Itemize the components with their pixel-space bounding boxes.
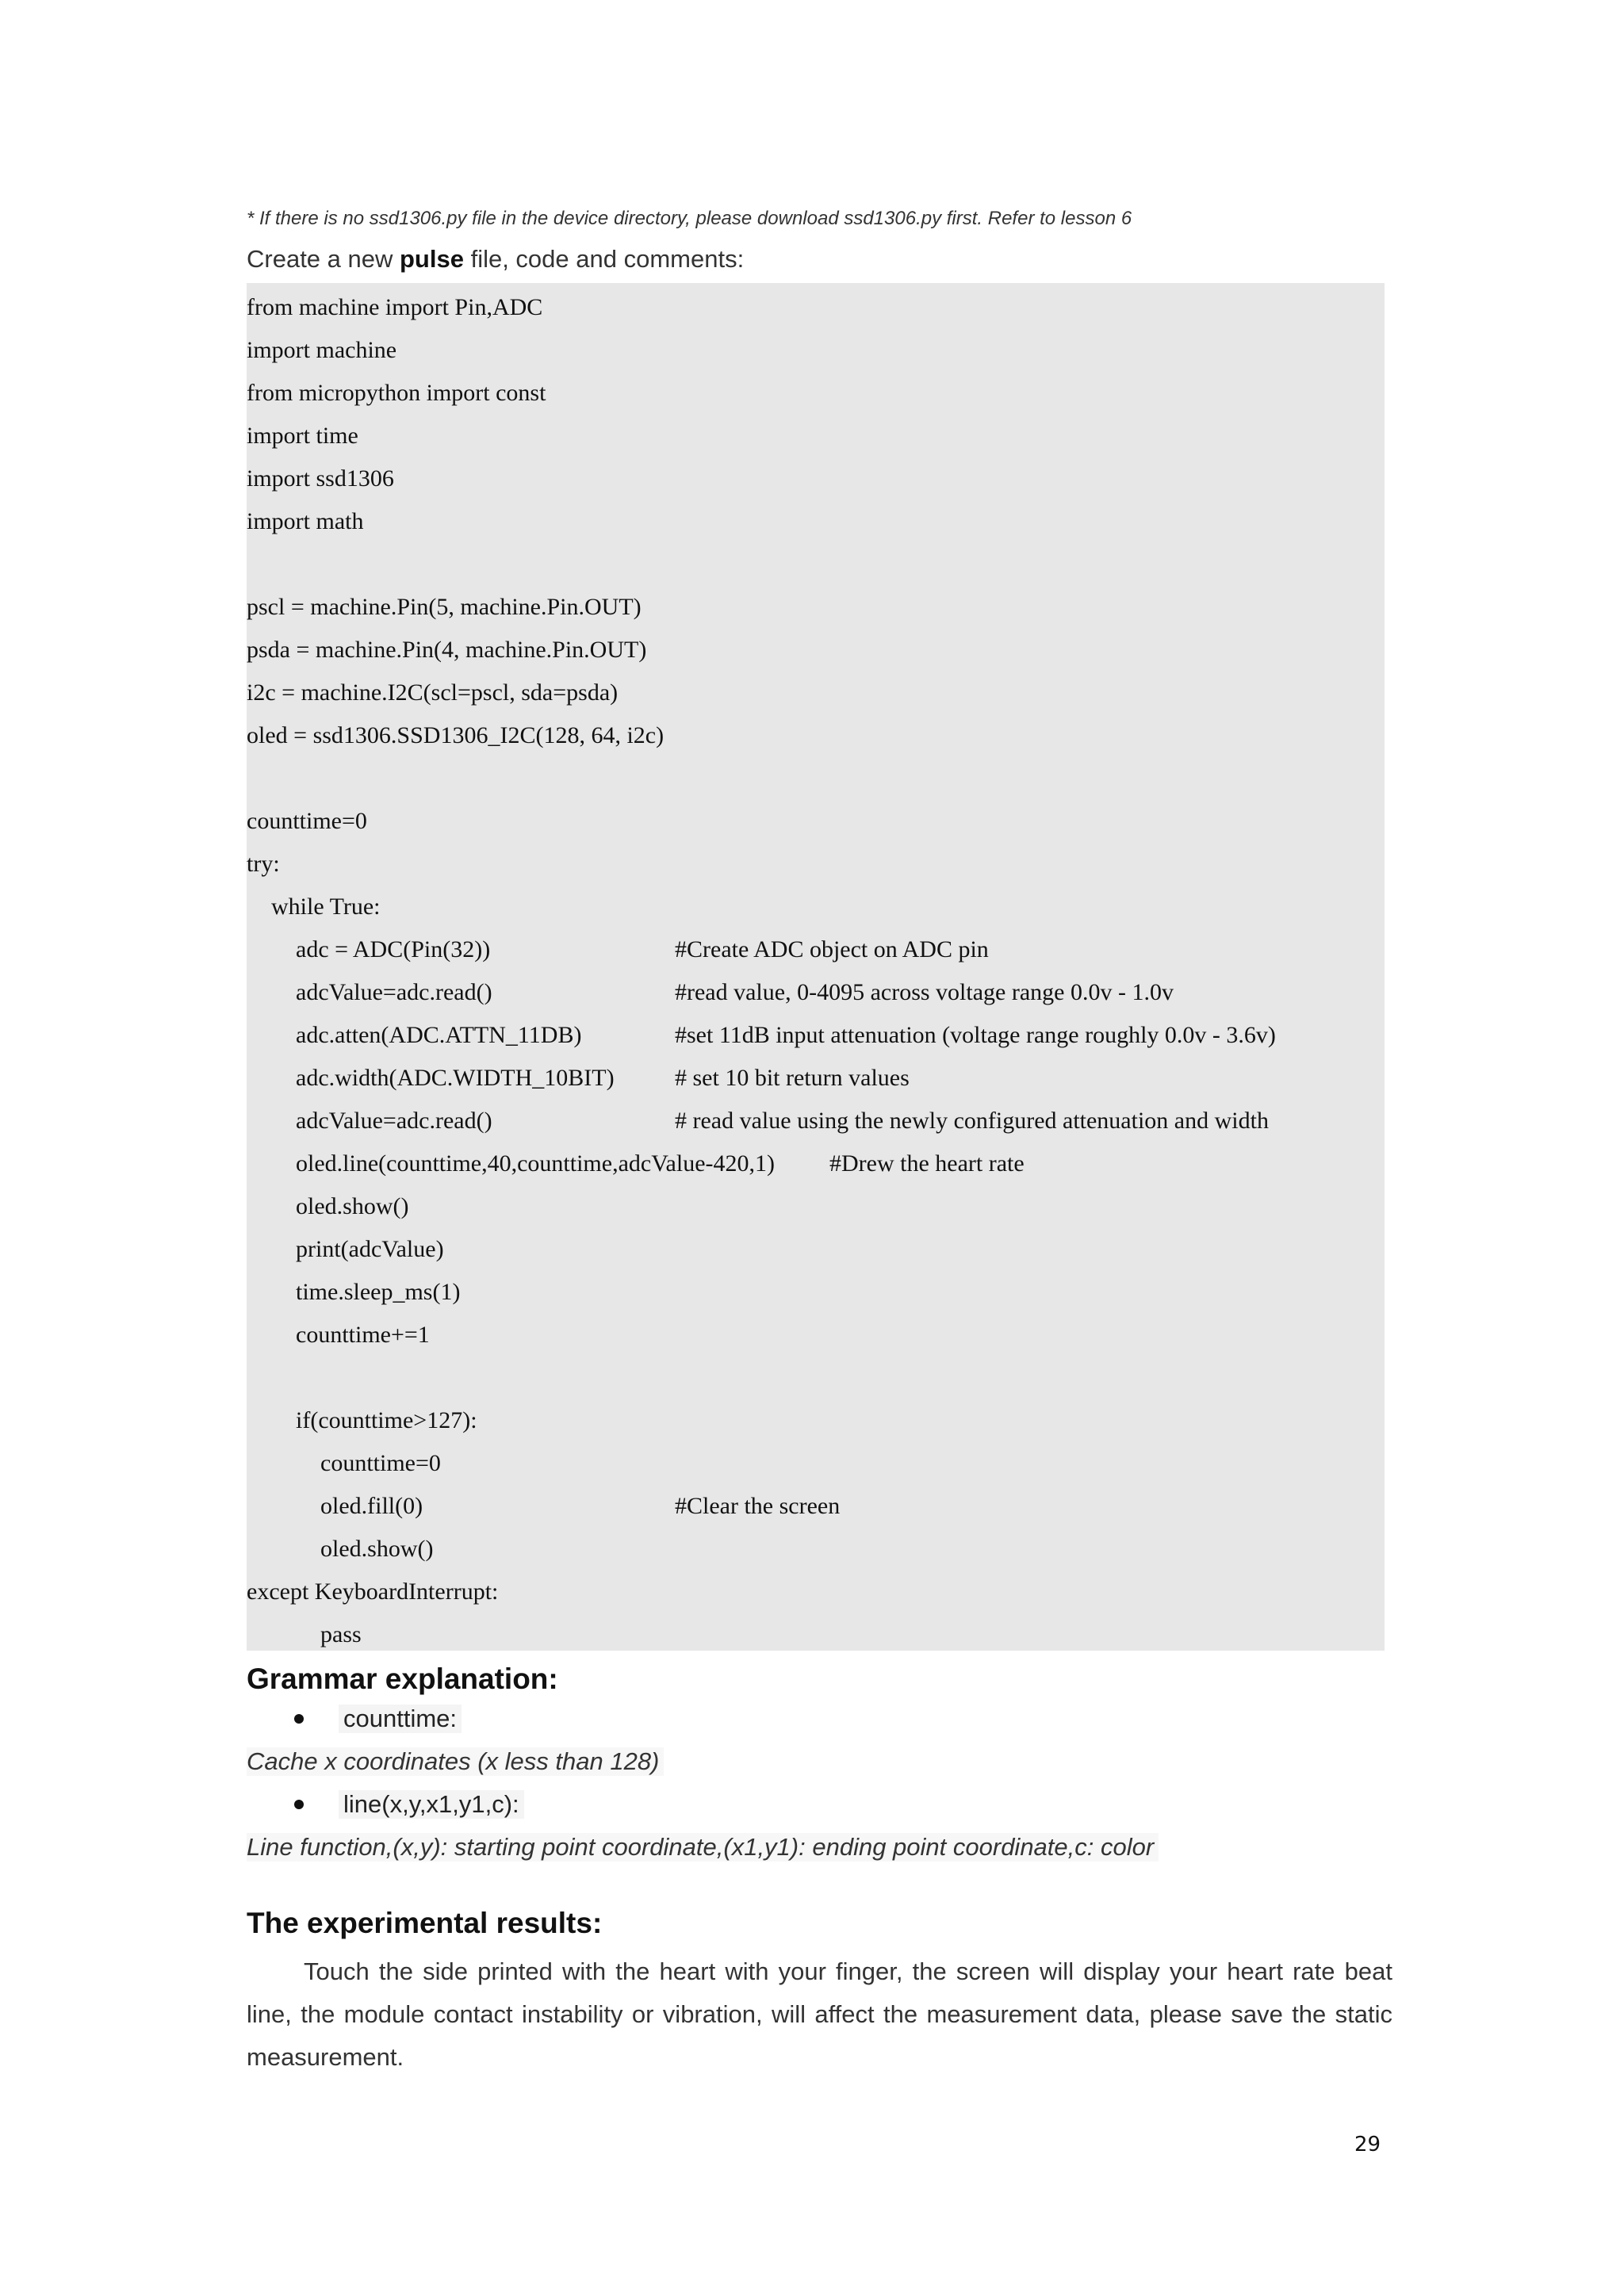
- code-line: oled = ssd1306.SSD1306_I2C(128, 64, i2c): [247, 722, 665, 748]
- grammar-term: counttime:: [339, 1705, 462, 1733]
- code-line: counttime=0: [247, 808, 367, 834]
- code-line: oled.show(): [296, 1193, 409, 1219]
- page-number: 29: [1354, 2133, 1381, 2156]
- code-line: try:: [247, 851, 280, 877]
- code-line: adc.atten(ADC.ATTN_11DB): [296, 1022, 582, 1048]
- code-comment: # read value using the newly configured attenuation and width: [675, 1108, 1269, 1134]
- code-line: time.sleep_ms(1): [296, 1279, 461, 1305]
- intro-text: [247, 245, 744, 274]
- results-paragraph: Touch the side printed with the heart with your finger, the screen will display your heart rate beat line, the module contact instability or vibration, will affect the measurement data, please save the static measurement.: [247, 1957, 1392, 2071]
- code-line: import machine: [247, 337, 397, 363]
- bullet-icon: [294, 1714, 304, 1724]
- code-line: except KeyboardInterrupt:: [247, 1578, 499, 1605]
- code-line: print(adcValue): [296, 1236, 444, 1262]
- code-comment: # set 10 bit return values: [675, 1065, 910, 1091]
- intro-suffix: file, code and comments:: [463, 245, 745, 273]
- grammar-bullet-counttime: [294, 1705, 462, 1733]
- intro-filename: pulse: [400, 245, 464, 273]
- grammar-description: Cache x coordinates (x less than 128): [247, 1747, 664, 1776]
- code-line: counttime+=1: [296, 1322, 430, 1348]
- code-line: adc = ADC(Pin(32)): [296, 936, 491, 962]
- code-line: pscl = machine.Pin(5, machine.Pin.OUT): [247, 594, 642, 620]
- code-line: counttime=0: [320, 1450, 441, 1476]
- code-line: psda = machine.Pin(4, machine.Pin.OUT): [247, 637, 647, 663]
- grammar-bullet-line: [294, 1790, 524, 1819]
- code-line: from machine import Pin,ADC: [247, 294, 543, 320]
- code-line: import ssd1306: [247, 465, 394, 492]
- code-comment: #Clear the screen: [675, 1493, 841, 1519]
- code-comment: #Drew the heart rate: [829, 1150, 1025, 1177]
- code-line: adcValue=adc.read(): [296, 1108, 492, 1134]
- code-block: [247, 283, 1385, 1651]
- code-line: pass: [320, 1621, 362, 1647]
- code-line: i2c = machine.I2C(scl=pscl, sda=psda): [247, 679, 619, 706]
- ssd1306-note: * If there is no ssd1306.py file in the device directory, please download ssd1306.py first. Refer to lesson 6: [247, 208, 1132, 229]
- code-line: oled.show(): [320, 1536, 434, 1562]
- code-line: oled.fill(0): [320, 1493, 423, 1519]
- code-comment: #set 11dB input attenuation (voltage range roughly 0.0v - 3.6v): [675, 1022, 1276, 1048]
- code-line: if(counttime>127):: [296, 1407, 477, 1433]
- grammar-heading: Grammar explanation:: [247, 1663, 558, 1695]
- code-line: adcValue=adc.read(): [296, 979, 492, 1005]
- code-line: from micropython import const: [247, 380, 546, 406]
- code-line: while True:: [271, 894, 381, 920]
- code-line: import time: [247, 423, 358, 449]
- grammar-term: line(x,y,x1,y1,c):: [339, 1790, 524, 1819]
- grammar-description: Line function,(x,y): starting point coordinate,(x1,y1): ending point coordinate,c: color: [247, 1833, 1159, 1862]
- code-comment: #Create ADC object on ADC pin: [675, 936, 989, 962]
- intro-prefix: Create a new: [247, 245, 400, 273]
- results-heading: The experimental results:: [247, 1907, 603, 1939]
- bullet-icon: [294, 1800, 304, 1809]
- code-line: import math: [247, 508, 364, 534]
- code-line: oled.line(counttime,40,counttime,adcValue-420,1): [296, 1150, 775, 1177]
- code-comment: #read value, 0-4095 across voltage range 0.0v - 1.0v: [675, 979, 1174, 1005]
- code-line: adc.width(ADC.WIDTH_10BIT): [296, 1065, 615, 1091]
